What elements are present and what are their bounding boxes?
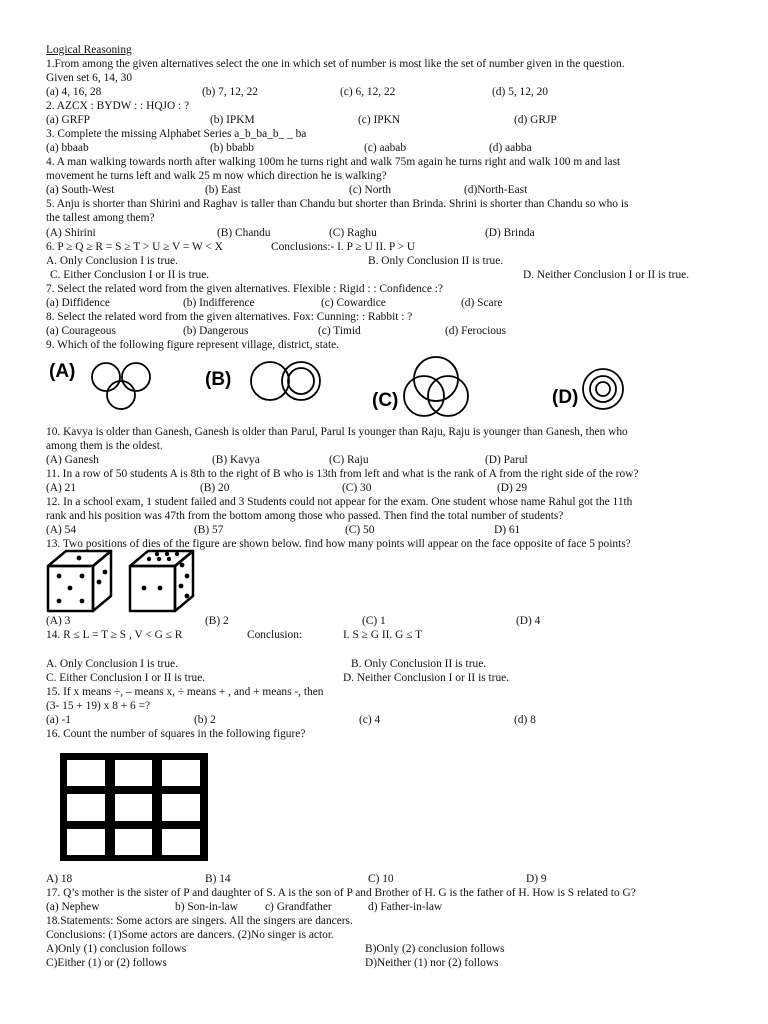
q13-option-c: (C) 1 bbox=[362, 615, 386, 627]
q6-option-c: C. Either Conclusion I or II is true. bbox=[50, 269, 210, 281]
q2-option-c: (c) IPKN bbox=[358, 114, 401, 126]
question-2-text: 2. AZCX : BYDW : : HQJO : ? bbox=[46, 100, 190, 112]
question-14-statement: 14. R ≤ L = T ≥ S , V < G ≤ R bbox=[46, 629, 183, 641]
q17-option-d: d) Father-in-law bbox=[368, 901, 443, 913]
figure-a-label: (A) bbox=[49, 361, 76, 382]
q10-option-c: (C) Raju bbox=[329, 454, 369, 466]
q8-option-d: (d) Ferocious bbox=[445, 325, 507, 337]
q1-option-a: (a) 4, 16, 28 bbox=[46, 86, 102, 98]
q13-option-b: (B) 2 bbox=[205, 615, 229, 627]
q3-option-b: (b) bbabb bbox=[210, 142, 254, 154]
figure-c-label: (C) bbox=[372, 390, 399, 411]
figure-c bbox=[372, 357, 468, 416]
q12-option-b: (B) 57 bbox=[194, 524, 224, 536]
q18-option-b: B)Only (2) conclusion follows bbox=[365, 943, 505, 955]
q17-option-b: b) Son-in-law bbox=[175, 901, 238, 913]
q6-option-d: D. Neither Conclusion I or II is true. bbox=[523, 269, 690, 281]
q18-option-a: A)Only (1) conclusion follows bbox=[46, 943, 187, 955]
q18-option-c: C)Either (1) or (2) follows bbox=[46, 957, 167, 969]
q15-option-a: (a) -1 bbox=[46, 714, 71, 726]
q14-option-b: B. Only Conclusion II is true. bbox=[351, 658, 487, 670]
q14-option-d: D. Neither Conclusion I or II is true. bbox=[343, 672, 510, 684]
question-17-text: 17. Q’s mother is the sister of P and daughter of S. A is the son of P and Brother of H. G is the father of H. How is S related to G? bbox=[46, 887, 636, 899]
question-9-text: 9. Which of the following figure represent village, district, state. bbox=[46, 339, 340, 351]
q4-option-a: (a) South-West bbox=[46, 184, 115, 196]
q3-option-d: (d) aabba bbox=[489, 142, 532, 154]
question-7-text: 7. Select the related word from the given alternatives. Flexible : Rigid : : Confidence :? bbox=[46, 283, 443, 295]
q15-option-b: (b) 2 bbox=[194, 714, 216, 726]
q7-option-d: (d) Scare bbox=[461, 297, 503, 309]
q2-option-d: (d) GRJP bbox=[514, 114, 557, 126]
q15-option-d: (d) 8 bbox=[514, 714, 536, 726]
q11-option-b: (B) 20 bbox=[200, 482, 230, 494]
question-15-expression: (3- 15 + 19) x 8 + 6 =? bbox=[46, 700, 151, 712]
q8-option-a: (a) Courageous bbox=[46, 325, 116, 337]
q11-option-d: (D) 29 bbox=[497, 482, 528, 494]
figure-a bbox=[49, 361, 150, 409]
q3-option-a: (a) bbaab bbox=[46, 142, 89, 154]
q18-option-d: D)Neither (1) nor (2) follows bbox=[365, 957, 499, 969]
q16-option-a: A) 18 bbox=[46, 873, 73, 885]
question-14-conclusion-label: Conclusion: bbox=[247, 629, 303, 641]
dice-figures bbox=[46, 546, 266, 616]
q17-option-c: c) Grandfather bbox=[265, 901, 332, 913]
q11-option-a: (A) 21 bbox=[46, 482, 77, 494]
question-12-text: 12. In a school exam, 1 student failed and 3 Students could not appear for the exam. One student whose name Rahul got the 11th bbox=[46, 496, 633, 508]
question-8-text: 8. Select the related word from the given alternatives. Fox: Cunning: : Rabbit : ? bbox=[46, 311, 413, 323]
question-16-text: 16. Count the number of squares in the following figure? bbox=[46, 728, 306, 740]
q6-option-a: A. Only Conclusion I is true. bbox=[46, 255, 178, 267]
q5-option-d: (D) Brinda bbox=[485, 227, 535, 239]
figure-b bbox=[205, 362, 320, 400]
q11-option-c: (C) 30 bbox=[342, 482, 372, 494]
question-5-text-cont: the tallest among them? bbox=[46, 212, 155, 224]
question-1-text: 1.From among the given alternatives select the one in which set of number is most like the set of number given in the question. bbox=[46, 58, 625, 70]
question-18-conclusions: Conclusions: (1)Some actors are dancers. (2)No singer is actor. bbox=[46, 929, 334, 941]
q13-option-d: (D) 4 bbox=[516, 615, 541, 627]
question-4-text-cont: movement he turns left and walk 25 m now which direction he is walking? bbox=[46, 170, 387, 182]
question-10-text: 10. Kavya is older than Ganesh, Ganesh is older than Parul, Parul Is younger than Raju, Raju is younger than Ganesh, then who bbox=[46, 426, 628, 438]
q10-option-d: (D) Parul bbox=[485, 454, 528, 466]
venn-figures bbox=[0, 352, 768, 422]
q12-option-a: (A) 54 bbox=[46, 524, 77, 536]
question-12-text-cont: rank and his position was 47th from the bottom among those who passed. Then find the total number of students? bbox=[46, 510, 564, 522]
question-5-text: 5. Anju is shorter than Shirini and Raghav is taller than Chandu but shorter than Brinda. Shrini is shorter than Chandu so who is bbox=[46, 198, 629, 210]
q8-option-c: (c) Timid bbox=[318, 325, 361, 337]
figure-b-label: (B) bbox=[205, 369, 232, 390]
q4-option-b: (b) East bbox=[205, 184, 241, 196]
q7-option-b: (b) Indifference bbox=[183, 297, 255, 309]
question-1-text-cont: Given set 6, 14, 30 bbox=[46, 72, 133, 84]
q7-option-a: (a) Diffidence bbox=[46, 297, 110, 309]
q8-option-b: (b) Dangerous bbox=[183, 325, 249, 337]
q6-option-b: B. Only Conclusion II is true. bbox=[368, 255, 504, 267]
question-18-statements: 18.Statements: Some actors are singers. All the singers are dancers. bbox=[46, 915, 353, 927]
die-2 bbox=[130, 551, 193, 611]
q4-option-c: (c) North bbox=[349, 184, 392, 196]
q10-option-b: (B) Kavya bbox=[212, 454, 260, 466]
q17-option-a: (a) Nephew bbox=[46, 901, 100, 913]
question-6-conclusions: Conclusions:- I. P ≥ U II. P > U bbox=[271, 241, 416, 253]
page-title: Logical Reasoning bbox=[46, 44, 132, 56]
question-11-text: 11. In a row of 50 students A is 8th to the right of B who is 13th from left and what is the rank of A from the right side of the row? bbox=[46, 468, 639, 480]
q3-option-c: (c) aabab bbox=[364, 142, 407, 154]
question-15-text: 15. If x means ÷, – means x, ÷ means + , and + means -, then bbox=[46, 686, 324, 698]
question-14-conclusions: I. S ≥ G II. G ≤ T bbox=[343, 629, 423, 641]
question-3-text: 3. Complete the missing Alphabet Series a_b_ba_b_ _ ba bbox=[46, 128, 307, 140]
figure-d bbox=[552, 369, 623, 409]
square-grid-figure bbox=[57, 750, 217, 866]
question-4-text: 4. A man walking towards north after walking 100m he turns right and walk 75m again he turns right and walk 100 m and last bbox=[46, 156, 621, 168]
figure-d-label: (D) bbox=[552, 387, 579, 408]
q1-option-b: (b) 7, 12, 22 bbox=[202, 86, 258, 98]
question-10-text-cont: among them is the oldest. bbox=[46, 440, 163, 452]
q5-option-a: (A) Shirini bbox=[46, 227, 96, 239]
q5-option-b: (B) Chandu bbox=[217, 227, 271, 239]
question-6-statement: 6. P ≥ Q ≥ R = S ≥ T > U ≥ V = W < X bbox=[46, 241, 223, 253]
q16-option-d: D) 9 bbox=[526, 873, 547, 885]
q15-option-c: (c) 4 bbox=[359, 714, 381, 726]
q4-option-d: (d)North-East bbox=[464, 184, 528, 196]
q14-option-c: C. Either Conclusion I or II is true. bbox=[46, 672, 206, 684]
q12-option-d: D) 61 bbox=[494, 524, 521, 536]
q16-option-b: B) 14 bbox=[205, 873, 231, 885]
q7-option-c: (c) Cowardice bbox=[321, 297, 386, 309]
q16-option-c: C) 10 bbox=[368, 873, 394, 885]
q2-option-a: (a) GRFP bbox=[46, 114, 90, 126]
question-13-text: 13. Two positions of dies of the figure are shown below. find how many points will appear on the face opposite of face 5 points? bbox=[46, 538, 631, 550]
q13-option-a: (A) 3 bbox=[46, 615, 71, 627]
q12-option-c: (C) 50 bbox=[345, 524, 375, 536]
q10-option-a: (A) Ganesh bbox=[46, 454, 99, 466]
q5-option-c: (C) Raghu bbox=[329, 227, 377, 239]
q1-option-d: (d) 5, 12, 20 bbox=[492, 86, 548, 98]
die-1-dots bbox=[57, 556, 108, 604]
q2-option-b: (b) IPKM bbox=[210, 114, 255, 126]
q14-option-a: A. Only Conclusion I is true. bbox=[46, 658, 178, 670]
q1-option-c: (c) 6, 12, 22 bbox=[340, 86, 396, 98]
